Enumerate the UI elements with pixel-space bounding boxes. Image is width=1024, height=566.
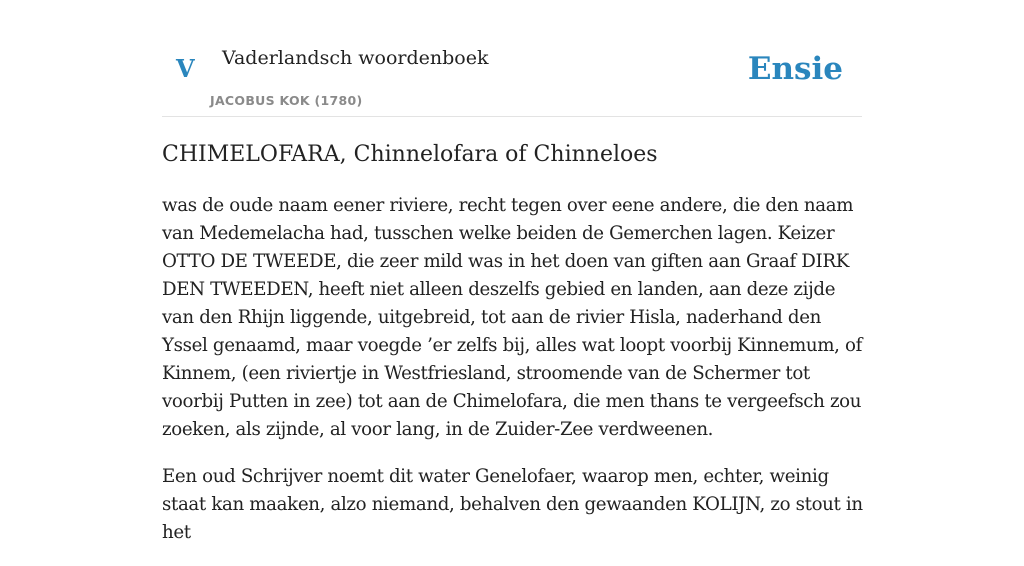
- entry-title: CHIMELOFARA, Chinnelofara of Chinneloes: [162, 142, 658, 167]
- entry-body: [162, 192, 870, 566]
- header: [162, 0, 862, 117]
- book-title[interactable]: Vaderlandsch woordenboek: [222, 47, 489, 69]
- entry-paragraph-2: Een oud Schrijver noemt dit water Genelofaer, waarop men, echter, weinig staat kan maaken, alzo niemand, behalven den gewaanden KOLIJN, zo stout in het: [162, 466, 863, 543]
- book-author: JACOBUS KOK (1780): [210, 93, 363, 108]
- entry-paragraph-1: was de oude naam eener riviere, recht tegen over eene andere, die den naam van Medemelacha had, tusschen welke beiden de Gemerchen lagen. Keizer OTTO DE TWEEDE, die zeer mild was in het doen van giften aan Graaf DIRK DEN TWEEDEN, heeft niet alleen deszelfs gebied en landen, aan deze zijde van den Rhijn liggende, uitgebreid, tot aan de rivier Hisla, naderhand den Yssel genaamd, maar voegde ’er zelfs bij, alles wat loopt voorbij Kinnemum, of Kinnem, (een riviertje in Westfriesland, stroomende van de Schermer tot voorbij Putten in zee) tot aan de Chimelofara, die men thans te vergeefsch zou zoeken, als zijnde, al voor lang, in de Zuider-Zee verdweenen.: [162, 195, 863, 440]
- ensie-logo-link[interactable]: Ensie: [747, 51, 843, 87]
- letter-index-link[interactable]: V: [176, 54, 195, 83]
